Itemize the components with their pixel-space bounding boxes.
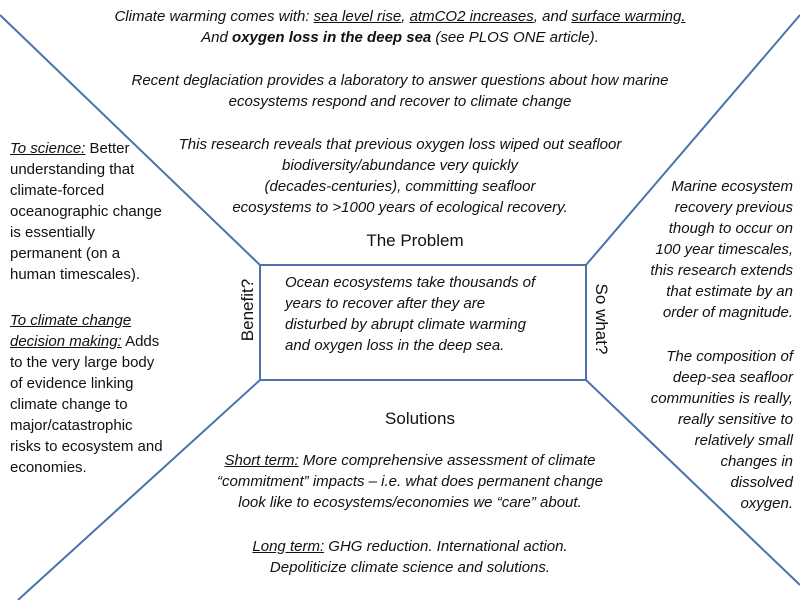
sowhat-timescale: Marine ecosystem recovery previous though to occur on 100 year timescales, this research extends that estimate by an order of magnitude. (650, 178, 793, 321)
top-intro (80, 6, 720, 48)
solutions-long-term: Long term: GHG reduction. International action. Depoliticize climate science and solutions. (252, 538, 568, 576)
top-line-1: Climate warming comes with: sea level rise, atmCO2 increases, and surface warming. (114, 8, 686, 25)
deglaciation-paragraph: Recent deglaciation provides a laboratory to answer questions about how marine ecosystems respond and recover to climate change (131, 72, 669, 110)
label-so-what: So what? (592, 283, 611, 355)
top-line-2: And oxygen loss in the deep sea (see PLOS ONE article). (201, 29, 599, 46)
benefit-climate-decision: To climate change decision making: Adds to the very large body of evidence linking climate change to major/catastrophic risks to ecosystem and economies. (10, 312, 163, 476)
research-paragraph: This research reveals that previous oxygen loss wiped out seafloor biodiversity/abundance very quickly (decades-centuries), committing seafloor ecosystems to >1000 years of ecological recovery. (178, 136, 622, 216)
heading-solutions: Solutions (385, 409, 455, 428)
sowhat-composition: The composition of deep-sea seafloor communities is really, really sensitive to relatively small changes in dissolved oxygen. (650, 348, 793, 512)
label-benefit: Benefit? (238, 278, 257, 342)
heading-problem: The Problem (366, 231, 464, 250)
problem-statement: Ocean ecosystems take thousands of years to recover after they are disturbed by abrupt climate warming and oxygen loss in the deep sea. (285, 274, 536, 354)
benefit-science: To science: Better understanding that climate-forced oceanographic change is essentially permanent (on a human timescales). (10, 140, 162, 283)
solutions-short-term: Short term: More comprehensive assessment of climate “commitment” impacts – i.e. what does permanent change look like to ecosystems/economies we “care” about. (216, 452, 603, 511)
